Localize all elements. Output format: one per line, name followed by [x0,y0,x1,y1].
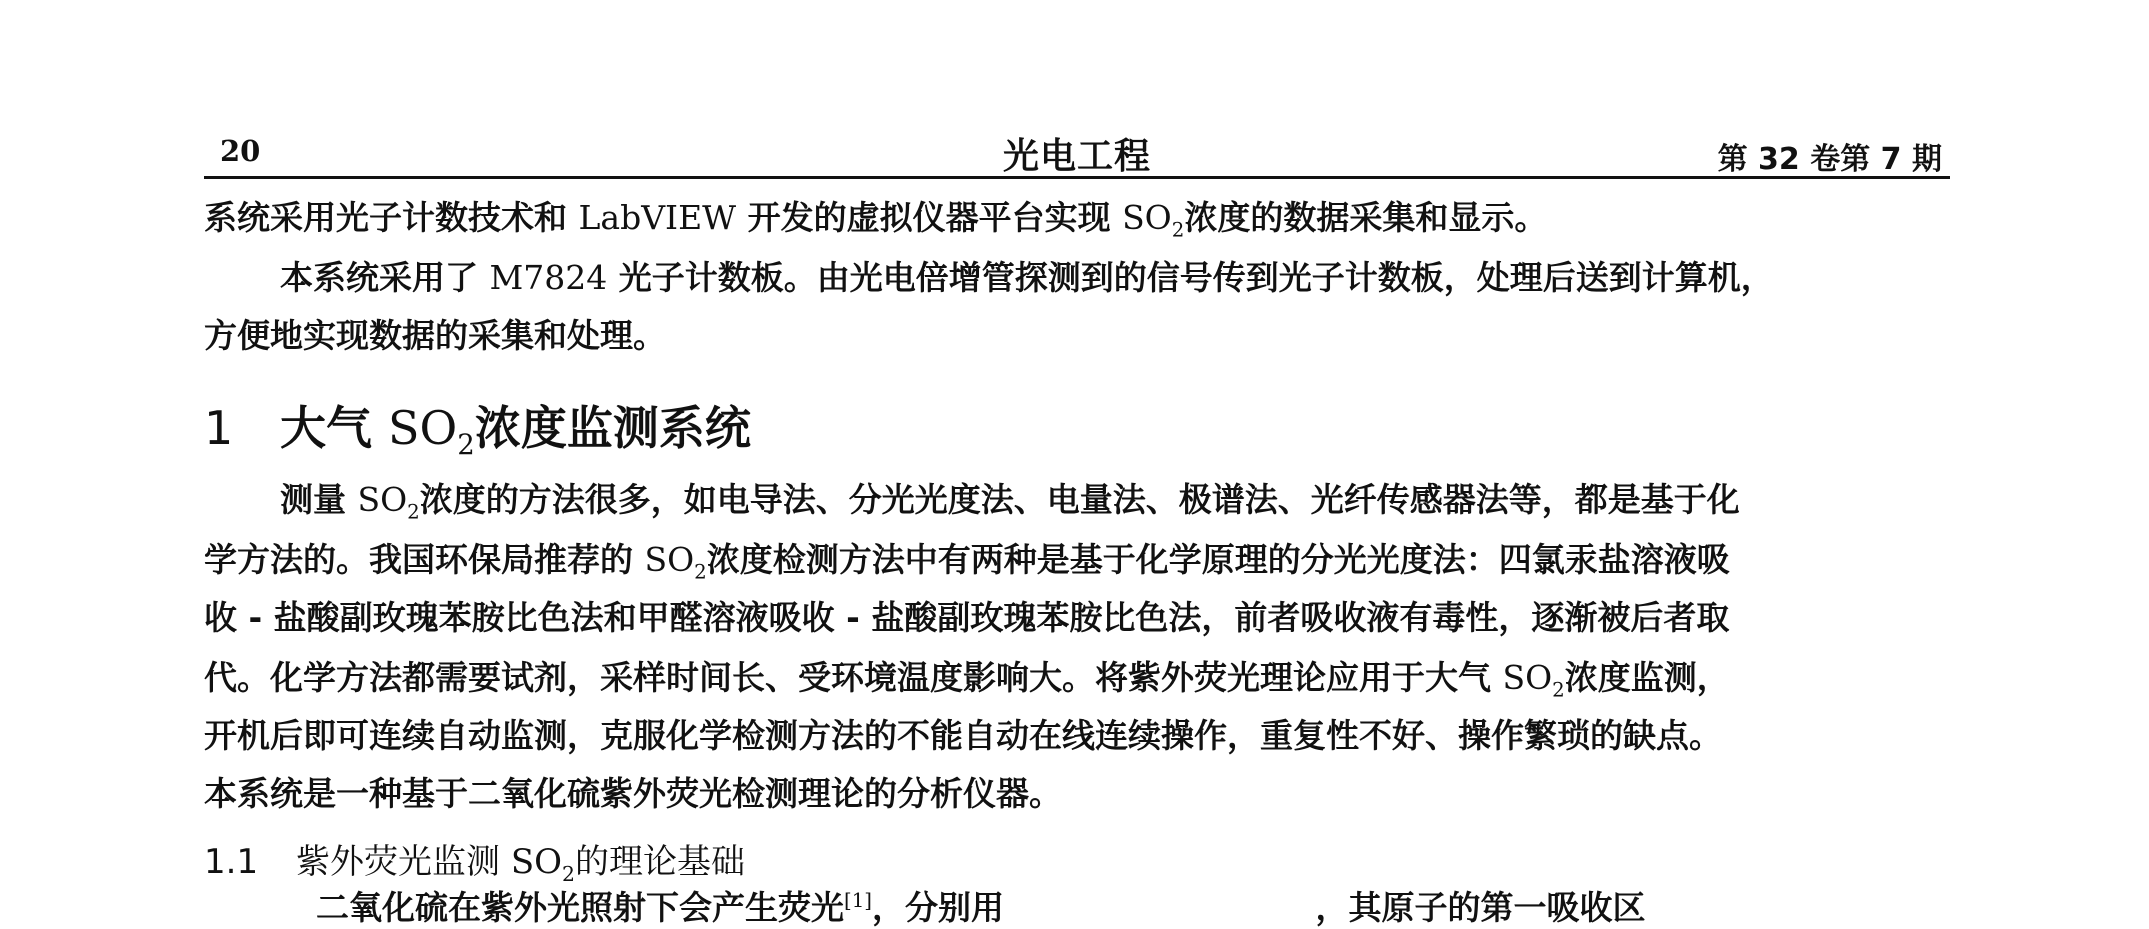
journal-title: 光电工程 [1002,136,1151,177]
page-number: 20 [220,134,261,168]
cut-off-line: 二氧化硫在紫外光照射下会产生荧光[1]，分别用 ，其原子的第一吸收区 [316,888,1646,927]
paragraph-line: 本系统采用了 M7824 光子计数板。由光电倍增管探测到的信号传到光子计数板，处理后送到计算机， [280,258,1774,297]
paragraph-line: 学方法的。我国环保局推荐的 $SO_2$浓度检测方法中有两种是基于化学原理的分光光度法：四氯汞盐溶液吸 [204,540,1730,584]
issue-label: 第 32 卷第 7 期 [1717,142,1942,177]
paragraph-line: 测量 $SO_2$浓度的方法很多，如电导法、分光光度法、电量法、极谱法、光纤传感器法等，都是基于化 [280,480,1740,524]
paragraph-line: 方便地实现数据的采集和处理。 [204,316,666,355]
section-number: 1 [204,401,234,455]
running-header [204,128,1950,179]
paragraph-line: 开机后即可连续自动监测，克服化学检测方法的不能自动在线连续操作，重复性不好、操作繁琐的缺点。 [204,716,1722,755]
subsection-heading: 1.1 紫外荧光监测 $SO_2$的理论基础 [204,842,745,886]
paragraph-line: 系统采用光子计数技术和 LabVIEW 开发的虚拟仪器平台实现 $SO_2$浓度的数据采集和显示。 [204,198,1548,242]
paragraph-line: 收 - 盐酸副玫瑰苯胺比色法和甲醛溶液吸收 - 盐酸副玫瑰苯胺比色法，前者吸收液有毒性，逐渐被后者取 [204,598,1730,637]
section-heading: 1 大气 $SO_2$浓度监测系统 [204,401,751,462]
subsection-number: 1.1 [204,842,259,882]
paragraph-line: 代。化学方法都需要试剂，采样时间长、受环境温度影响大。将紫外荧光理论应用于大气 $SO_2$浓度监测， [204,658,1730,702]
paragraph-line: 本系统是一种基于二氧化硫紫外荧光检测理论的分析仪器。 [204,774,1062,813]
